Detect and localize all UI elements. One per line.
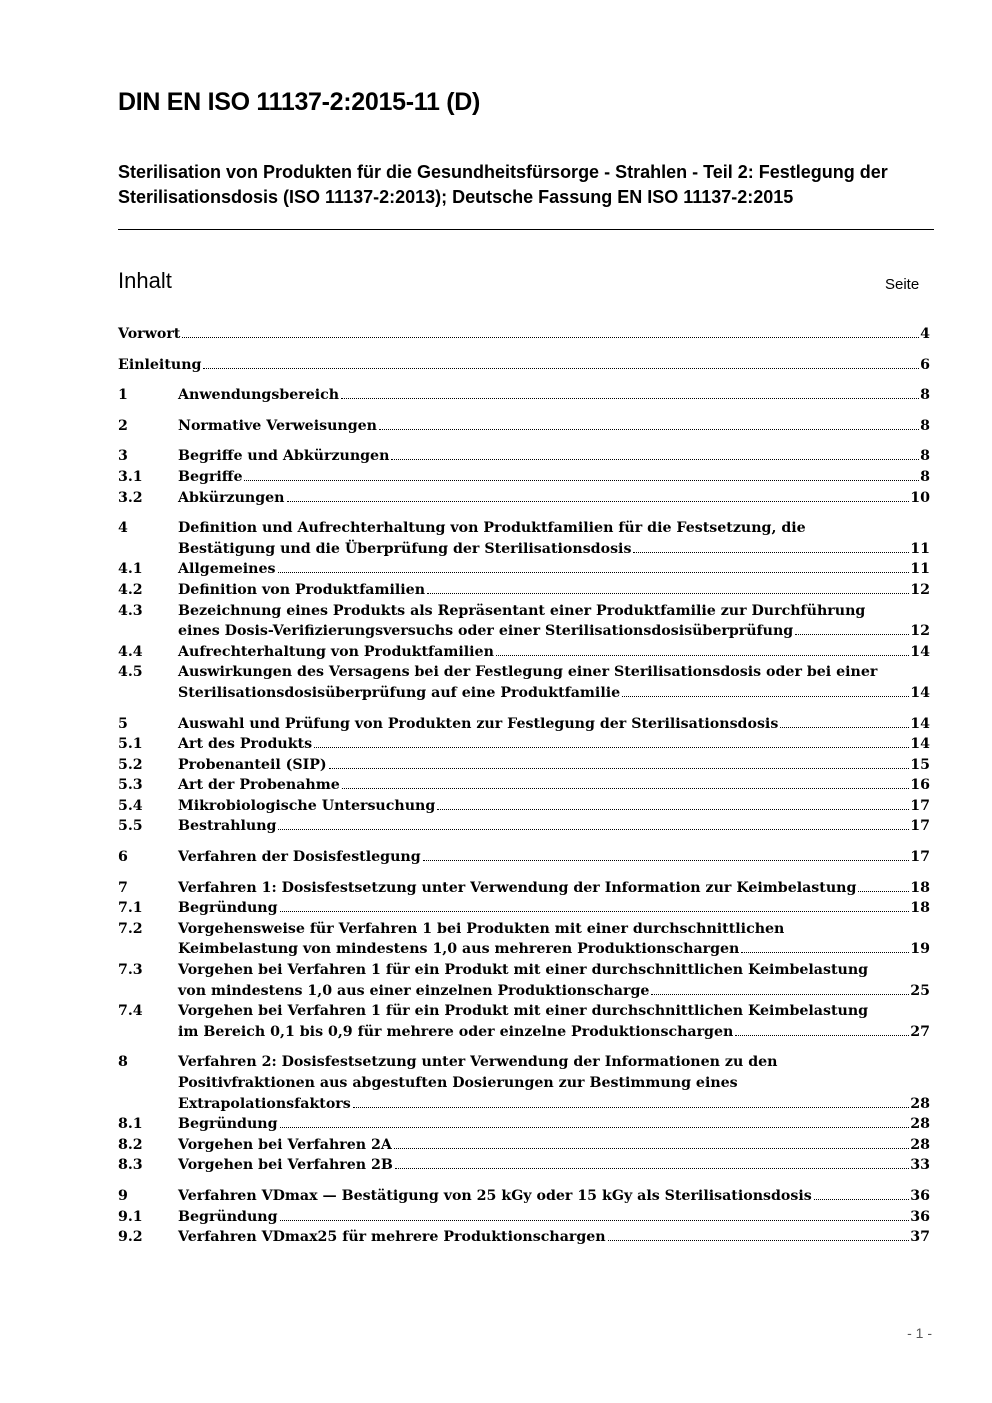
toc-entry[interactable] bbox=[118, 601, 930, 642]
toc-leader-dots bbox=[280, 1220, 910, 1221]
toc-entry-page: 28 bbox=[910, 1095, 930, 1112]
toc-entry-number: 4.5 bbox=[118, 664, 143, 681]
toc-entry[interactable] bbox=[118, 467, 930, 488]
toc-leader-dots bbox=[741, 952, 909, 953]
toc-entry-number: 9.2 bbox=[118, 1229, 143, 1246]
toc-entry-title: Verfahren der Dosisfestlegung bbox=[178, 849, 421, 866]
toc-entry-title: Begründung bbox=[178, 1116, 278, 1133]
toc-entry-title: Begründung bbox=[178, 900, 278, 917]
toc-entry[interactable] bbox=[118, 1207, 930, 1228]
toc-entry[interactable] bbox=[118, 775, 930, 796]
toc-entry-page: 12 bbox=[910, 623, 930, 640]
toc-entry-page: 8 bbox=[920, 417, 930, 434]
toc-entry-page: 18 bbox=[910, 900, 930, 917]
toc-entry-number: 4.3 bbox=[118, 602, 143, 619]
toc-leader-dots bbox=[427, 593, 909, 594]
toc-entry[interactable] bbox=[118, 919, 930, 960]
toc-entry-page: 11 bbox=[910, 561, 930, 578]
toc-entry-page: 6 bbox=[920, 356, 930, 373]
toc-entry-page: 16 bbox=[910, 777, 930, 794]
toc-entry-title: Keimbelastung von mindestens 1,0 aus mehreren Produktionschargen bbox=[178, 941, 740, 958]
toc-entry-title: Begriffe bbox=[178, 468, 243, 485]
document-subtitle: Sterilisation von Produkten für die Gesundheitsfürsorge - Strahlen - Teil 2: Festlegung der Sterilisationsdosis (ISO 11137-2:2013); Deutsche Fassung EN ISO 11137-2:2015 bbox=[118, 162, 888, 207]
toc-entry[interactable] bbox=[118, 714, 930, 735]
toc-entry-title: Vorgehen bei Verfahren 2A bbox=[178, 1136, 392, 1153]
toc-leader-dots bbox=[858, 891, 909, 892]
toc-entry-number: 5.4 bbox=[118, 797, 143, 814]
contents-heading: Inhalt bbox=[118, 268, 172, 293]
toc-entry-page: 28 bbox=[910, 1116, 930, 1133]
toc-entry-title: Begründung bbox=[178, 1208, 278, 1225]
toc-entry-page: 19 bbox=[910, 941, 930, 958]
toc-entry[interactable] bbox=[118, 662, 930, 703]
toc-entry-page: 17 bbox=[910, 818, 930, 835]
toc-entry-number: 7.1 bbox=[118, 900, 143, 917]
toc-entry-page: 8 bbox=[920, 448, 930, 465]
toc-leader-dots bbox=[394, 1148, 909, 1149]
toc-entry-page: 17 bbox=[910, 797, 930, 814]
toc-entry[interactable] bbox=[118, 734, 930, 755]
toc-leader-dots bbox=[814, 1199, 910, 1200]
toc-entry-number: 5.2 bbox=[118, 756, 143, 773]
toc-entry[interactable] bbox=[118, 1227, 930, 1248]
toc-leader-dots bbox=[314, 747, 909, 748]
toc-entry-page: 36 bbox=[910, 1208, 930, 1225]
toc-leader-dots bbox=[391, 459, 919, 460]
toc-entry-title: Allgemeines bbox=[178, 561, 276, 578]
toc-entry-title: Aufrechterhaltung von Produktfamilien bbox=[178, 643, 494, 660]
toc-entry-number: 7.2 bbox=[118, 920, 143, 937]
toc-entry-title-line: Positivfraktionen aus abgestuften Dosierungen zur Bestimmung eines bbox=[178, 1075, 738, 1091]
toc-entry-title: Verfahren 1: Dosisfestsetzung unter Verwendung der Information zur Keimbelastung bbox=[178, 879, 857, 896]
toc-entry-number: 8.3 bbox=[118, 1157, 143, 1174]
toc-leader-dots bbox=[633, 552, 909, 553]
toc-entry-number: 4.4 bbox=[118, 643, 143, 660]
toc-entry-number: 8.2 bbox=[118, 1136, 143, 1153]
toc-entry[interactable] bbox=[118, 960, 930, 1001]
toc-entry-number: 4.2 bbox=[118, 581, 143, 598]
toc-entry-number: 6 bbox=[118, 849, 128, 866]
toc-entry[interactable] bbox=[118, 559, 930, 580]
toc-entry-page: 8 bbox=[920, 468, 930, 485]
toc-entry[interactable] bbox=[118, 324, 930, 345]
toc-entry[interactable] bbox=[118, 796, 930, 817]
toc-entry[interactable] bbox=[118, 1114, 930, 1135]
toc-entry-page: 18 bbox=[910, 879, 930, 896]
toc-entry-page: 11 bbox=[910, 540, 930, 557]
toc-entry-title: Mikrobiologische Untersuchung bbox=[178, 797, 436, 814]
toc-entry-title: Sterilisationsdosisüberprüfung auf eine Produktfamilie bbox=[178, 684, 621, 701]
toc-entry-number: 3.1 bbox=[118, 468, 143, 485]
toc-entry[interactable] bbox=[118, 1052, 930, 1114]
toc-entry-page: 10 bbox=[910, 489, 930, 506]
toc-entry-number: 9 bbox=[118, 1187, 128, 1204]
toc-entry-number: 1 bbox=[118, 387, 128, 404]
toc-entry[interactable] bbox=[118, 642, 930, 663]
toc-entry-number: 7.4 bbox=[118, 1003, 143, 1020]
toc-entry-title: Abkürzungen bbox=[178, 489, 285, 506]
toc-entry[interactable] bbox=[118, 488, 930, 509]
toc-entry-title: Vorgehen bei Verfahren 2B bbox=[178, 1157, 393, 1174]
toc-entry-number: 5.1 bbox=[118, 736, 143, 753]
toc-entry-number: 7 bbox=[118, 879, 128, 896]
toc-leader-dots bbox=[329, 768, 910, 769]
toc-entry-number: 8 bbox=[118, 1054, 128, 1071]
toc-leader-dots bbox=[622, 696, 909, 697]
toc-entry-page: 36 bbox=[910, 1187, 930, 1204]
toc-leader-dots bbox=[395, 1168, 909, 1169]
toc-entry-page: 15 bbox=[910, 756, 930, 773]
toc-leader-dots bbox=[496, 655, 909, 656]
toc-entry-title-line: Bezeichnung eines Produkts als Repräsentant einer Produktfamilie zur Durchführung bbox=[178, 602, 866, 619]
toc-entry-page: 25 bbox=[910, 982, 930, 999]
toc-entry-title-line: Vorgehen bei Verfahren 1 für ein Produkt mit einer durchschnittlichen Keimbelastung bbox=[178, 1003, 869, 1020]
toc-entry-title: Bestrahlung bbox=[178, 818, 277, 835]
toc-entry-number: 5 bbox=[118, 715, 128, 732]
document-id: DIN EN ISO 11137-2:2015-11 (D) bbox=[118, 88, 481, 116]
toc-entry[interactable] bbox=[118, 878, 930, 899]
toc-entry-page: 17 bbox=[910, 849, 930, 866]
toc-entry[interactable] bbox=[118, 580, 930, 601]
toc-entry-title: Definition von Produktfamilien bbox=[178, 581, 426, 598]
toc-entry[interactable] bbox=[118, 847, 930, 868]
toc-entry[interactable] bbox=[118, 816, 930, 837]
toc-entry-title-line: Auswirkungen des Versagens bei der Festlegung einer Sterilisationsdosis oder bei einer bbox=[178, 664, 878, 681]
toc-entry-title: Art der Probenahme bbox=[178, 777, 340, 794]
toc-entry[interactable] bbox=[118, 898, 930, 919]
toc-entry-number: 8.1 bbox=[118, 1116, 143, 1133]
toc-leader-dots bbox=[278, 572, 910, 573]
page-number: - 1 - bbox=[907, 1325, 932, 1341]
page-column-label: Seite bbox=[885, 276, 920, 293]
toc-entry-title: Verfahren VDmax25 für mehrere Produktionschargen bbox=[178, 1229, 606, 1246]
toc-entry-title: Anwendungsbereich bbox=[178, 387, 340, 404]
toc-entry-title: Art des Produkts bbox=[178, 736, 313, 753]
toc-entry-title: Extrapolationsfaktors bbox=[178, 1095, 351, 1112]
toc-entry-page: 27 bbox=[910, 1023, 930, 1040]
toc-leader-dots bbox=[780, 727, 909, 728]
toc-entry[interactable] bbox=[118, 416, 930, 437]
toc-entry-page: 28 bbox=[910, 1136, 930, 1153]
toc-entry-title: Auswahl und Prüfung von Produkten zur Festlegung der Sterilisationsdosis bbox=[178, 715, 779, 732]
toc-entry-title-line: Definition und Aufrechterhaltung von Produktfamilien für die Festsetzung, die bbox=[178, 520, 806, 537]
toc-leader-dots bbox=[342, 788, 910, 789]
toc-leader-dots bbox=[795, 634, 909, 635]
toc-entry-title: Normative Verweisungen bbox=[178, 417, 377, 434]
toc-entry-number: 4.1 bbox=[118, 561, 143, 578]
toc-entry-title: Begriffe und Abkürzungen bbox=[178, 448, 390, 465]
toc-entry[interactable] bbox=[118, 446, 930, 467]
toc-entry-number: 4 bbox=[118, 520, 128, 537]
toc-entry-number: 9.1 bbox=[118, 1208, 143, 1225]
toc-leader-dots bbox=[280, 911, 910, 912]
toc-entry-number: 5.3 bbox=[118, 777, 143, 794]
toc-leader-dots bbox=[280, 1127, 910, 1128]
table-of-contents bbox=[118, 324, 930, 1248]
toc-entry-page: 12 bbox=[910, 581, 930, 598]
toc-entry-page: 8 bbox=[920, 387, 930, 404]
toc-entry-title: eines Dosis-Verifizierungsversuchs oder einer Sterilisationsdosisüberprüfung bbox=[178, 623, 794, 640]
toc-leader-dots bbox=[244, 480, 919, 481]
toc-entry-page: 14 bbox=[910, 643, 930, 660]
header-rule bbox=[118, 229, 934, 230]
toc-leader-dots bbox=[735, 1035, 909, 1036]
toc-entry[interactable] bbox=[118, 355, 930, 376]
toc-entry-page: 4 bbox=[920, 326, 930, 342]
toc-leader-dots bbox=[287, 501, 910, 502]
toc-entry-page: 37 bbox=[910, 1229, 930, 1246]
toc-entry-page: 14 bbox=[910, 715, 930, 732]
toc-entry-number: 7.3 bbox=[118, 962, 143, 979]
toc-entry-number: 3.2 bbox=[118, 489, 143, 506]
toc-entry-title: von mindestens 1,0 aus einer einzelnen Produktionscharge bbox=[178, 982, 650, 999]
toc-entry[interactable] bbox=[118, 385, 930, 406]
toc-entry-number: 2 bbox=[118, 417, 128, 434]
toc-entry[interactable] bbox=[118, 1001, 930, 1042]
toc-leader-dots bbox=[278, 829, 909, 830]
toc-entry-page: 14 bbox=[910, 684, 930, 701]
toc-leader-dots bbox=[651, 994, 909, 995]
toc-leader-dots bbox=[341, 398, 919, 399]
toc-leader-dots bbox=[423, 860, 910, 861]
toc-entry-title: Bestätigung und die Überprüfung der Sterilisationsdosis bbox=[178, 540, 632, 557]
toc-entry-page: 33 bbox=[910, 1157, 930, 1174]
toc-entry[interactable] bbox=[118, 1135, 930, 1156]
toc-leader-dots bbox=[353, 1107, 909, 1108]
toc-leader-dots bbox=[608, 1240, 910, 1241]
toc-entry[interactable] bbox=[118, 518, 930, 559]
toc-leader-dots bbox=[182, 337, 919, 338]
toc-entry-page: 14 bbox=[910, 736, 930, 753]
toc-entry-title-line: Vorgehensweise für Verfahren 1 bei Produkten mit einer durchschnittlichen bbox=[178, 920, 785, 937]
toc-entry-number: 5.5 bbox=[118, 818, 143, 835]
toc-leader-dots bbox=[203, 368, 919, 369]
toc-entry-title-line: Verfahren 2: Dosisfestsetzung unter Verwendung der Informationen zu den bbox=[178, 1054, 778, 1071]
toc-entry[interactable] bbox=[118, 1155, 930, 1176]
toc-entry-title: Verfahren VDmax — Bestätigung von 25 kGy oder 15 kGy als Sterilisationsdosis bbox=[178, 1187, 812, 1204]
toc-entry-title-line: Vorgehen bei Verfahren 1 für ein Produkt mit einer durchschnittlichen Keimbelastung bbox=[178, 962, 869, 979]
toc-entry-title: im Bereich 0,1 bis 0,9 für mehrere oder einzelne Produktionschargen bbox=[178, 1023, 734, 1040]
toc-entry-title: Vorwort bbox=[118, 326, 181, 342]
toc-entry-title: Probenanteil (SIP) bbox=[178, 756, 327, 773]
toc-entry-number: 3 bbox=[118, 448, 128, 465]
toc-entry[interactable] bbox=[118, 755, 930, 776]
toc-entry[interactable] bbox=[118, 1186, 930, 1207]
toc-entry-title: Einleitung bbox=[118, 356, 202, 373]
toc-leader-dots bbox=[379, 429, 919, 430]
toc-leader-dots bbox=[437, 809, 909, 810]
